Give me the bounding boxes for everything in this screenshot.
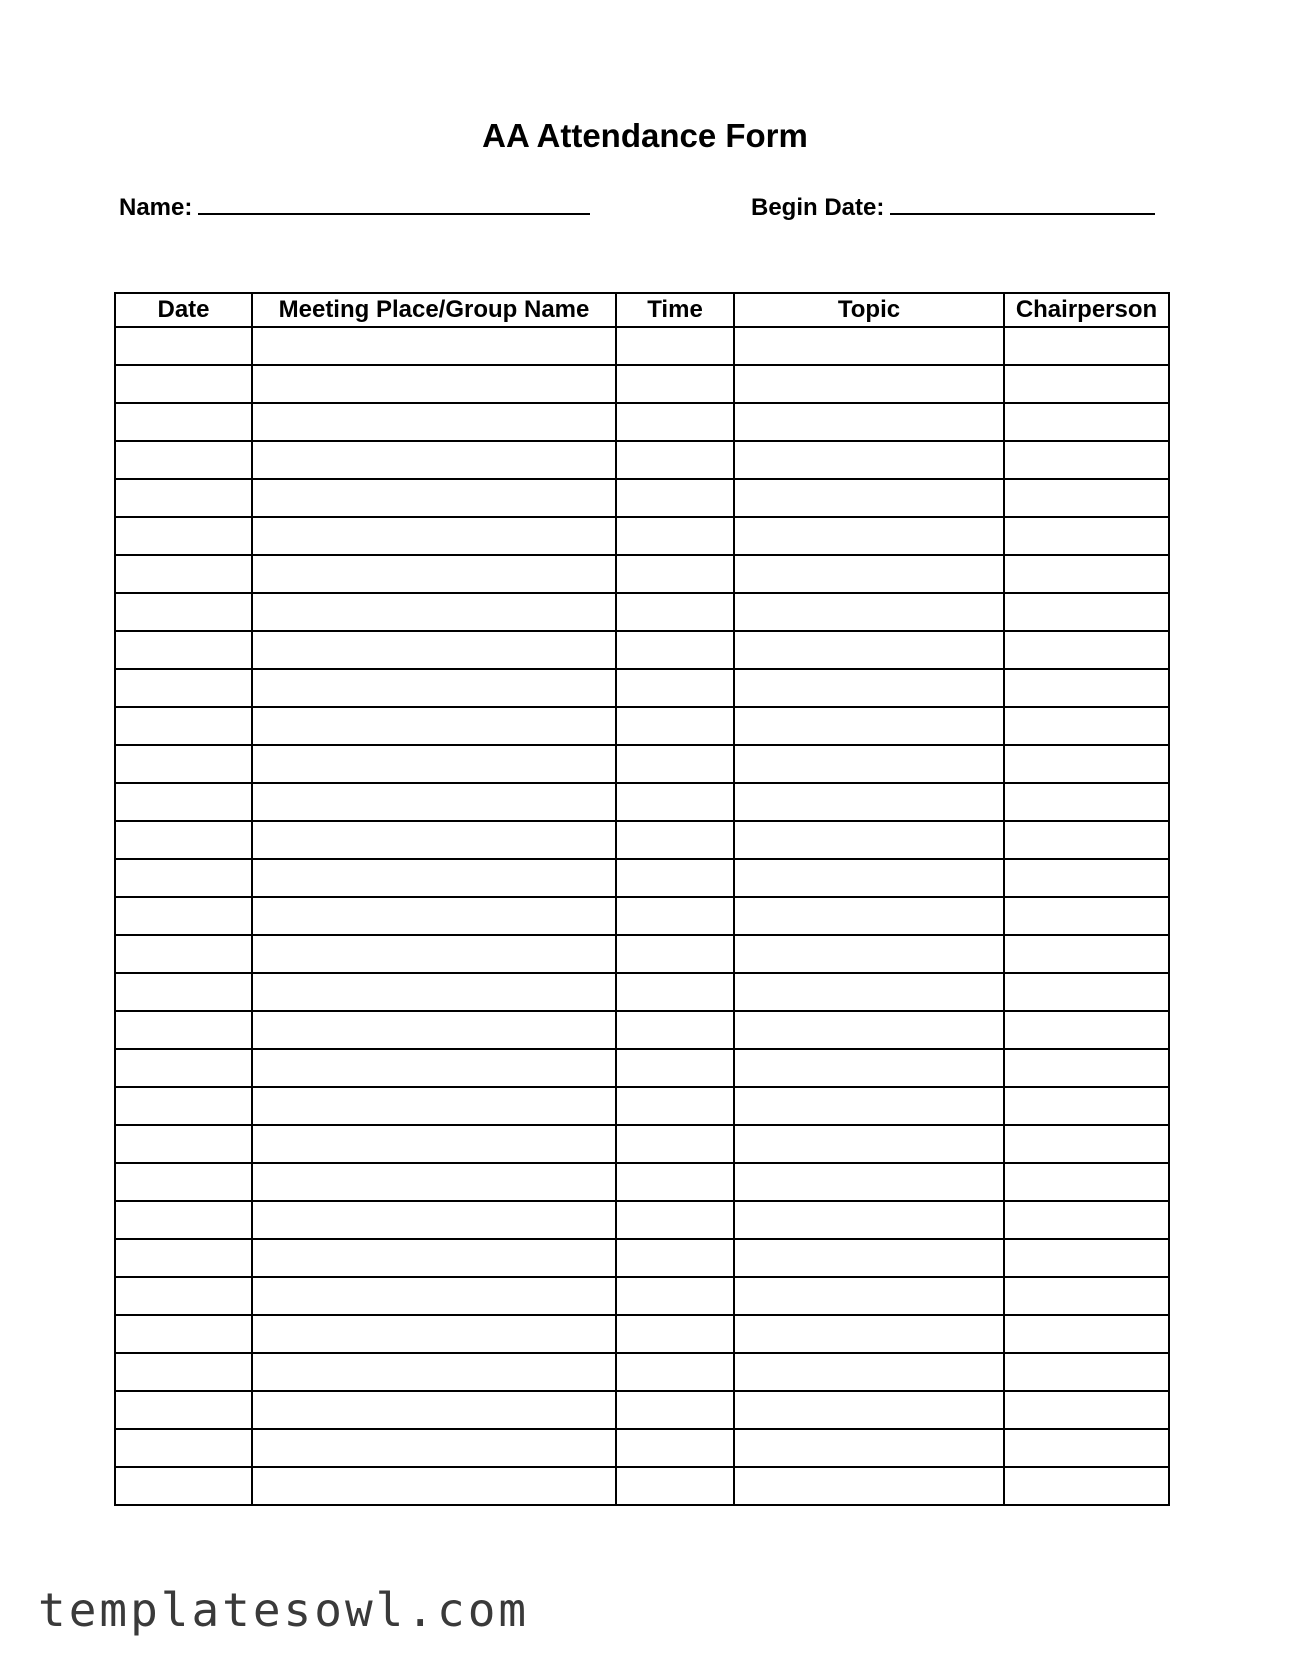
date-cell[interactable] (115, 1049, 252, 1087)
time-cell[interactable] (616, 1391, 734, 1429)
meeting-place-cell[interactable] (252, 1391, 616, 1429)
date-cell[interactable] (115, 1391, 252, 1429)
chairperson-cell[interactable] (1004, 1391, 1169, 1429)
table-row (115, 1391, 1169, 1429)
begin-date-label: Begin Date: (751, 194, 885, 221)
time-cell[interactable] (616, 935, 734, 973)
meeting-place-cell[interactable] (252, 1353, 616, 1391)
time-cell[interactable] (616, 1277, 734, 1315)
meeting-place-cell[interactable] (252, 783, 616, 821)
chairperson-cell[interactable] (1004, 897, 1169, 935)
meeting-place-cell[interactable] (252, 1315, 616, 1353)
topic-cell[interactable] (734, 1277, 1004, 1315)
date-cell[interactable] (115, 1087, 252, 1125)
table-row (115, 365, 1169, 403)
topic-cell[interactable] (734, 1391, 1004, 1429)
watermark: templatesowl.com (38, 1583, 530, 1637)
time-cell[interactable] (616, 1125, 734, 1163)
topic-cell[interactable] (734, 1011, 1004, 1049)
meeting-place-cell[interactable] (252, 1201, 616, 1239)
date-cell[interactable] (115, 1467, 252, 1505)
date-cell[interactable] (115, 783, 252, 821)
chairperson-cell[interactable] (1004, 441, 1169, 479)
table-row (115, 555, 1169, 593)
topic-cell[interactable] (734, 631, 1004, 669)
meeting-place-cell[interactable] (252, 897, 616, 935)
meeting-place-cell[interactable] (252, 1011, 616, 1049)
time-cell[interactable] (616, 593, 734, 631)
chairperson-cell[interactable] (1004, 327, 1169, 365)
name-field (119, 193, 590, 223)
chairperson-cell[interactable] (1004, 935, 1169, 973)
meeting-place-cell[interactable] (252, 327, 616, 365)
meeting-place-cell[interactable] (252, 935, 616, 973)
date-cell[interactable] (115, 897, 252, 935)
table-row (115, 403, 1169, 441)
time-cell[interactable] (616, 859, 734, 897)
meeting-place-cell[interactable] (252, 365, 616, 403)
time-cell[interactable] (616, 555, 734, 593)
chairperson-cell[interactable] (1004, 1011, 1169, 1049)
column-header-chairperson: Chairperson (1004, 293, 1169, 327)
date-cell[interactable] (115, 1429, 252, 1467)
table-row (115, 1163, 1169, 1201)
table-row (115, 1429, 1169, 1467)
date-cell[interactable] (115, 1239, 252, 1277)
chairperson-cell[interactable] (1004, 669, 1169, 707)
table-row (115, 327, 1169, 365)
date-cell[interactable] (115, 821, 252, 859)
time-cell[interactable] (616, 973, 734, 1011)
name-blank-line[interactable] (198, 193, 590, 215)
meeting-place-cell[interactable] (252, 1239, 616, 1277)
table-row (115, 745, 1169, 783)
chairperson-cell[interactable] (1004, 1087, 1169, 1125)
time-cell[interactable] (616, 1239, 734, 1277)
topic-cell[interactable] (734, 1125, 1004, 1163)
table-header-row (115, 293, 1169, 327)
time-cell[interactable] (616, 745, 734, 783)
time-cell[interactable] (616, 441, 734, 479)
table-row (115, 821, 1169, 859)
date-cell[interactable] (115, 707, 252, 745)
chairperson-cell[interactable] (1004, 783, 1169, 821)
topic-cell[interactable] (734, 821, 1004, 859)
topic-cell[interactable] (734, 555, 1004, 593)
table-row (115, 441, 1169, 479)
chairperson-cell[interactable] (1004, 973, 1169, 1011)
table-row (115, 1315, 1169, 1353)
date-cell[interactable] (115, 593, 252, 631)
chairperson-cell[interactable] (1004, 631, 1169, 669)
table-row (115, 1353, 1169, 1391)
time-cell[interactable] (616, 1049, 734, 1087)
time-cell[interactable] (616, 403, 734, 441)
topic-cell[interactable] (734, 593, 1004, 631)
date-cell[interactable] (115, 859, 252, 897)
meeting-place-cell[interactable] (252, 1277, 616, 1315)
chairperson-cell[interactable] (1004, 479, 1169, 517)
table-row (115, 1467, 1169, 1505)
column-header-meeting-place: Meeting Place/Group Name (252, 293, 616, 327)
table-row (115, 1125, 1169, 1163)
topic-cell[interactable] (734, 1049, 1004, 1087)
chairperson-cell[interactable] (1004, 859, 1169, 897)
topic-cell[interactable] (734, 1353, 1004, 1391)
meeting-place-cell[interactable] (252, 859, 616, 897)
time-cell[interactable] (616, 517, 734, 555)
form-title: AA Attendance Form (482, 117, 808, 154)
date-cell[interactable] (115, 631, 252, 669)
meeting-place-cell[interactable] (252, 745, 616, 783)
chairperson-cell[interactable] (1004, 1315, 1169, 1353)
time-cell[interactable] (616, 783, 734, 821)
topic-cell[interactable] (734, 973, 1004, 1011)
time-cell[interactable] (616, 365, 734, 403)
date-cell[interactable] (115, 327, 252, 365)
chairperson-cell[interactable] (1004, 821, 1169, 859)
chairperson-cell[interactable] (1004, 555, 1169, 593)
meeting-place-cell[interactable] (252, 403, 616, 441)
topic-cell[interactable] (734, 1429, 1004, 1467)
topic-cell[interactable] (734, 403, 1004, 441)
meeting-place-cell[interactable] (252, 1467, 616, 1505)
topic-cell[interactable] (734, 365, 1004, 403)
date-cell[interactable] (115, 1353, 252, 1391)
chairperson-cell[interactable] (1004, 1429, 1169, 1467)
chairperson-cell[interactable] (1004, 1049, 1169, 1087)
begin-date-field (751, 193, 1155, 223)
topic-cell[interactable] (734, 1201, 1004, 1239)
time-cell[interactable] (616, 479, 734, 517)
meeting-place-cell[interactable] (252, 441, 616, 479)
date-cell[interactable] (115, 1125, 252, 1163)
table-row (115, 859, 1169, 897)
date-cell[interactable] (115, 1277, 252, 1315)
time-cell[interactable] (616, 1163, 734, 1201)
table-row (115, 517, 1169, 555)
topic-cell[interactable] (734, 707, 1004, 745)
topic-cell[interactable] (734, 897, 1004, 935)
chairperson-cell[interactable] (1004, 1125, 1169, 1163)
table-row (115, 897, 1169, 935)
table-row (115, 1277, 1169, 1315)
time-cell[interactable] (616, 1429, 734, 1467)
table-row (115, 1087, 1169, 1125)
chairperson-cell[interactable] (1004, 1353, 1169, 1391)
date-cell[interactable] (115, 669, 252, 707)
meeting-place-cell[interactable] (252, 1163, 616, 1201)
topic-cell[interactable] (734, 859, 1004, 897)
time-cell[interactable] (616, 1467, 734, 1505)
topic-cell[interactable] (734, 327, 1004, 365)
date-cell[interactable] (115, 517, 252, 555)
table-row (115, 935, 1169, 973)
table-row (115, 707, 1169, 745)
meeting-place-cell[interactable] (252, 593, 616, 631)
table-row (115, 1049, 1169, 1087)
name-label: Name: (119, 194, 193, 221)
topic-cell[interactable] (734, 1163, 1004, 1201)
table-row (115, 669, 1169, 707)
date-cell[interactable] (115, 365, 252, 403)
time-cell[interactable] (616, 669, 734, 707)
meeting-place-cell[interactable] (252, 517, 616, 555)
topic-cell[interactable] (734, 745, 1004, 783)
table-row (115, 973, 1169, 1011)
topic-cell[interactable] (734, 1087, 1004, 1125)
meeting-place-cell[interactable] (252, 1429, 616, 1467)
topic-cell[interactable] (734, 1467, 1004, 1505)
topic-cell[interactable] (734, 935, 1004, 973)
chairperson-cell[interactable] (1004, 1163, 1169, 1201)
meeting-place-cell[interactable] (252, 1125, 616, 1163)
time-cell[interactable] (616, 897, 734, 935)
chairperson-cell[interactable] (1004, 1239, 1169, 1277)
table-row (115, 1239, 1169, 1277)
time-cell[interactable] (616, 327, 734, 365)
chairperson-cell[interactable] (1004, 707, 1169, 745)
meeting-place-cell[interactable] (252, 1087, 616, 1125)
column-header-date: Date (115, 293, 252, 327)
chairperson-cell[interactable] (1004, 365, 1169, 403)
date-cell[interactable] (115, 1315, 252, 1353)
meeting-place-cell[interactable] (252, 707, 616, 745)
topic-cell[interactable] (734, 517, 1004, 555)
topic-cell[interactable] (734, 441, 1004, 479)
table-body (115, 327, 1169, 1505)
date-cell[interactable] (115, 745, 252, 783)
chairperson-cell[interactable] (1004, 593, 1169, 631)
topic-cell[interactable] (734, 1315, 1004, 1353)
begin-date-blank-line[interactable] (890, 193, 1155, 215)
time-cell[interactable] (616, 1011, 734, 1049)
time-cell[interactable] (616, 1315, 734, 1353)
date-cell[interactable] (115, 935, 252, 973)
table-row (115, 479, 1169, 517)
meeting-place-cell[interactable] (252, 821, 616, 859)
time-cell[interactable] (616, 707, 734, 745)
chairperson-cell[interactable] (1004, 745, 1169, 783)
meeting-place-cell[interactable] (252, 631, 616, 669)
meeting-place-cell[interactable] (252, 1049, 616, 1087)
chairperson-cell[interactable] (1004, 1277, 1169, 1315)
table-row (115, 1011, 1169, 1049)
topic-cell[interactable] (734, 783, 1004, 821)
time-cell[interactable] (616, 821, 734, 859)
date-cell[interactable] (115, 403, 252, 441)
meeting-place-cell[interactable] (252, 973, 616, 1011)
chairperson-cell[interactable] (1004, 517, 1169, 555)
topic-cell[interactable] (734, 1239, 1004, 1277)
attendance-table (114, 292, 1170, 1506)
meeting-place-cell[interactable] (252, 669, 616, 707)
chairperson-cell[interactable] (1004, 1467, 1169, 1505)
time-cell[interactable] (616, 1353, 734, 1391)
time-cell[interactable] (616, 631, 734, 669)
table-row (115, 631, 1169, 669)
date-cell[interactable] (115, 555, 252, 593)
time-cell[interactable] (616, 1087, 734, 1125)
column-header-time: Time (616, 293, 734, 327)
date-cell[interactable] (115, 1011, 252, 1049)
meeting-place-cell[interactable] (252, 479, 616, 517)
date-cell[interactable] (115, 1201, 252, 1239)
chairperson-cell[interactable] (1004, 403, 1169, 441)
chairperson-cell[interactable] (1004, 1201, 1169, 1239)
date-cell[interactable] (115, 479, 252, 517)
date-cell[interactable] (115, 1163, 252, 1201)
date-cell[interactable] (115, 441, 252, 479)
topic-cell[interactable] (734, 669, 1004, 707)
meeting-place-cell[interactable] (252, 555, 616, 593)
time-cell[interactable] (616, 1201, 734, 1239)
topic-cell[interactable] (734, 479, 1004, 517)
column-header-topic: Topic (734, 293, 1004, 327)
table-row (115, 593, 1169, 631)
date-cell[interactable] (115, 973, 252, 1011)
table-row (115, 1201, 1169, 1239)
table-row (115, 783, 1169, 821)
